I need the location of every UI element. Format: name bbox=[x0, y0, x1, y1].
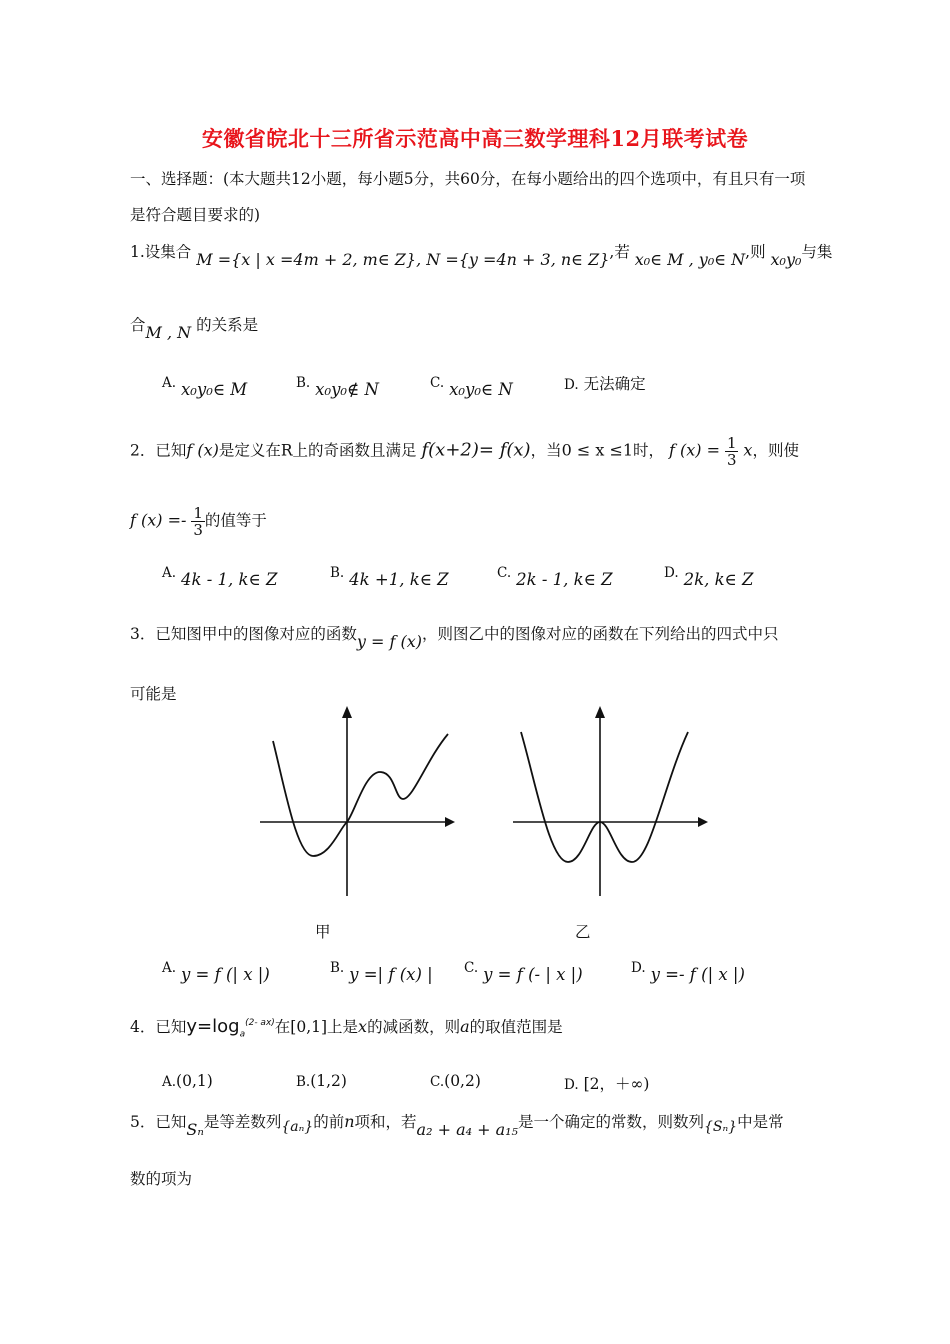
q2-option-a[interactable] bbox=[162, 562, 278, 589]
q2-option-c[interactable] bbox=[497, 562, 613, 589]
q4-prefix: 4．已知 bbox=[130, 1018, 187, 1036]
q1-cond-word: ,若 bbox=[609, 243, 630, 261]
q4-func bbox=[186, 1016, 275, 1040]
q5-sn: Sₙ bbox=[186, 1120, 204, 1139]
option-text: (0,2) bbox=[444, 1072, 481, 1090]
q5-sn-seq: {Sₙ} bbox=[703, 1119, 738, 1135]
q2-shi: 时， bbox=[633, 441, 665, 460]
option-text: 2k - 1, k∈ Z bbox=[516, 570, 613, 589]
page-title: 安徽省皖北十三所省示范高中高三数学理科12月联考试卷 bbox=[201, 126, 749, 151]
q5-stem-line1 bbox=[130, 1110, 784, 1139]
x-axis-arrow-icon bbox=[698, 817, 708, 827]
option-label: B. bbox=[296, 1074, 311, 1090]
fraction-numerator: 1 bbox=[726, 434, 737, 452]
option-label: D. bbox=[664, 565, 679, 581]
q4-tail: 的取值范围是 bbox=[469, 1018, 563, 1036]
q4-xvar: x bbox=[358, 1017, 368, 1036]
q1-option-c[interactable] bbox=[430, 372, 513, 399]
q5-mid2: 的前 bbox=[313, 1113, 345, 1131]
q5-sum: a₂ + a₄ + a₁₅ bbox=[416, 1120, 518, 1139]
q1-line2-suffix: 的关系是 bbox=[196, 316, 259, 334]
q1-then-word: ,则 bbox=[745, 243, 766, 261]
q2-when: ，当 bbox=[530, 441, 562, 460]
q5-stem-line2: 数的项为 bbox=[130, 1170, 193, 1188]
graph-yi bbox=[508, 704, 708, 899]
q2-line2-lhs: f (x) =- bbox=[130, 510, 187, 530]
q5-tail: 中是常 bbox=[737, 1113, 784, 1131]
graph-jia-label: 甲 bbox=[315, 923, 331, 941]
q4-option-d[interactable] bbox=[564, 1072, 649, 1094]
q1-stem-line1 bbox=[130, 240, 833, 269]
y-axis-arrow-icon bbox=[342, 706, 352, 718]
y-axis-arrow-icon bbox=[595, 706, 605, 718]
q5-mid4: 是一个确定的常数，则数列 bbox=[517, 1113, 704, 1131]
section-header-line1: 一、选择题：(本大题共12小题，每小题5分，共60分，在每小题给出的四个选项中，有且只有一项 bbox=[130, 170, 806, 188]
q2-option-d[interactable] bbox=[664, 562, 754, 589]
q1-sets-mn: M , N bbox=[145, 323, 192, 342]
graph-jia bbox=[255, 704, 455, 899]
q4-option-c[interactable] bbox=[430, 1072, 481, 1090]
q5-mid3: 项和，若 bbox=[354, 1113, 417, 1131]
q5-an-seq: {aₙ} bbox=[281, 1119, 314, 1135]
q1-option-b[interactable] bbox=[296, 372, 379, 399]
curve-yi bbox=[521, 732, 688, 862]
q4-mid: 在[0,1]上是 bbox=[274, 1018, 359, 1036]
fraction-denominator: 3 bbox=[726, 451, 737, 469]
q4-mid2: 的减函数，则 bbox=[367, 1018, 461, 1036]
option-label: D. bbox=[631, 960, 646, 976]
q3-stem-line2: 可能是 bbox=[130, 685, 177, 703]
q3-func: y = f (x) bbox=[356, 632, 423, 651]
q3-option-c[interactable] bbox=[464, 957, 583, 984]
section-header-line2: 是符合题目要求的) bbox=[130, 206, 261, 224]
q2-fx2: f (x) = bbox=[668, 440, 720, 460]
q4-option-b[interactable] bbox=[296, 1072, 347, 1090]
q2-tail: ，则使 bbox=[752, 441, 799, 460]
q3-option-b[interactable] bbox=[330, 957, 433, 984]
q2-option-b[interactable] bbox=[330, 562, 449, 589]
q4-func-arg: (2- ax) bbox=[245, 1018, 275, 1028]
q1-line2-word: 合 bbox=[130, 316, 146, 334]
q1-prefix: 1.设集合 bbox=[130, 243, 192, 261]
q4-stem bbox=[130, 1015, 563, 1040]
option-text: [2，＋∞) bbox=[583, 1075, 650, 1093]
q4-func-base: a bbox=[239, 1029, 246, 1040]
q5-prefix: 5．已知 bbox=[130, 1113, 187, 1131]
q3-option-a[interactable] bbox=[162, 957, 270, 984]
option-text: y = f (- | x |) bbox=[483, 965, 583, 984]
q3-option-d[interactable] bbox=[631, 957, 745, 984]
q2-xvar: x bbox=[743, 440, 753, 460]
option-label: D. bbox=[564, 377, 579, 393]
graph-yi-label: 乙 bbox=[575, 923, 591, 941]
fraction-denominator: 3 bbox=[193, 521, 203, 539]
q1-set-expression: M ={x | x =4m + 2, m∈ Z}, N ={y =4n + 3, n∈ Z} bbox=[196, 250, 610, 269]
q4-func-main: y=log bbox=[186, 1016, 240, 1037]
fraction-numerator: 1 bbox=[193, 504, 203, 522]
option-label: B. bbox=[330, 565, 345, 581]
q5-nvar: n bbox=[344, 1112, 355, 1131]
option-label: C. bbox=[430, 375, 445, 391]
option-text: y =- f (| x |) bbox=[650, 965, 745, 984]
option-label: B. bbox=[296, 375, 311, 391]
option-text: x₀y₀∈ N bbox=[449, 380, 513, 399]
x-axis-arrow-icon bbox=[445, 817, 455, 827]
option-text: x₀y₀∉ N bbox=[315, 380, 379, 399]
curve-jia bbox=[273, 734, 448, 856]
q1-condition: x₀∈ M , y₀∈ N bbox=[634, 250, 746, 269]
option-text: y =| f (x) | bbox=[349, 965, 433, 984]
option-label: B. bbox=[330, 960, 345, 976]
q1-option-d[interactable] bbox=[564, 372, 646, 394]
option-text: 无法确定 bbox=[583, 375, 646, 393]
option-label: A. bbox=[162, 375, 177, 391]
q2-prefix: 2．已知 bbox=[130, 441, 187, 460]
q3-stem-line1 bbox=[130, 622, 779, 651]
q2-line2-tail: 的值等于 bbox=[204, 511, 267, 530]
q2-stem-line1 bbox=[130, 435, 799, 468]
q2-line2-fraction bbox=[191, 505, 205, 538]
option-label: A. bbox=[162, 960, 177, 976]
q1-suffix: 与集 bbox=[801, 243, 833, 261]
option-text: (1,2) bbox=[310, 1072, 347, 1090]
q4-avar: a bbox=[460, 1017, 470, 1036]
option-text: 4k - 1, k∈ Z bbox=[180, 570, 278, 589]
q1-option-a[interactable] bbox=[162, 372, 248, 399]
option-text: x₀y₀∈ M bbox=[180, 380, 248, 399]
option-label: C. bbox=[430, 1074, 445, 1090]
q2-periodic-eq: f(x+2)= f(x) bbox=[421, 439, 531, 461]
option-text: 2k, k∈ Z bbox=[683, 570, 754, 589]
q2-mid: 是定义在R上的奇函数且满足 bbox=[218, 441, 417, 460]
option-label: A. bbox=[162, 565, 177, 581]
option-label: C. bbox=[464, 960, 479, 976]
option-label: C. bbox=[497, 565, 512, 581]
q1-stem-line2 bbox=[130, 313, 259, 342]
q1-product: x₀y₀ bbox=[770, 250, 802, 269]
q2-fraction bbox=[725, 435, 739, 468]
q3-prefix: 3．已知图甲中的图像对应的函数 bbox=[130, 625, 357, 643]
option-label: D. bbox=[564, 1077, 579, 1093]
option-label: A. bbox=[162, 1074, 177, 1090]
option-text: 4k +1, k∈ Z bbox=[349, 570, 449, 589]
q3-tail: ，则图乙中的图像对应的函数在下列给出的四式中只 bbox=[422, 625, 779, 643]
option-text: y = f (| x |) bbox=[180, 965, 270, 984]
q2-stem-line2 bbox=[130, 505, 267, 538]
q4-option-a[interactable] bbox=[162, 1072, 213, 1090]
q2-fx: f (x) bbox=[186, 440, 219, 460]
q2-range: 0 ≤ x ≤1 bbox=[561, 440, 634, 460]
q5-mid: 是等差数列 bbox=[203, 1113, 282, 1131]
option-text: (0,1) bbox=[176, 1072, 213, 1090]
